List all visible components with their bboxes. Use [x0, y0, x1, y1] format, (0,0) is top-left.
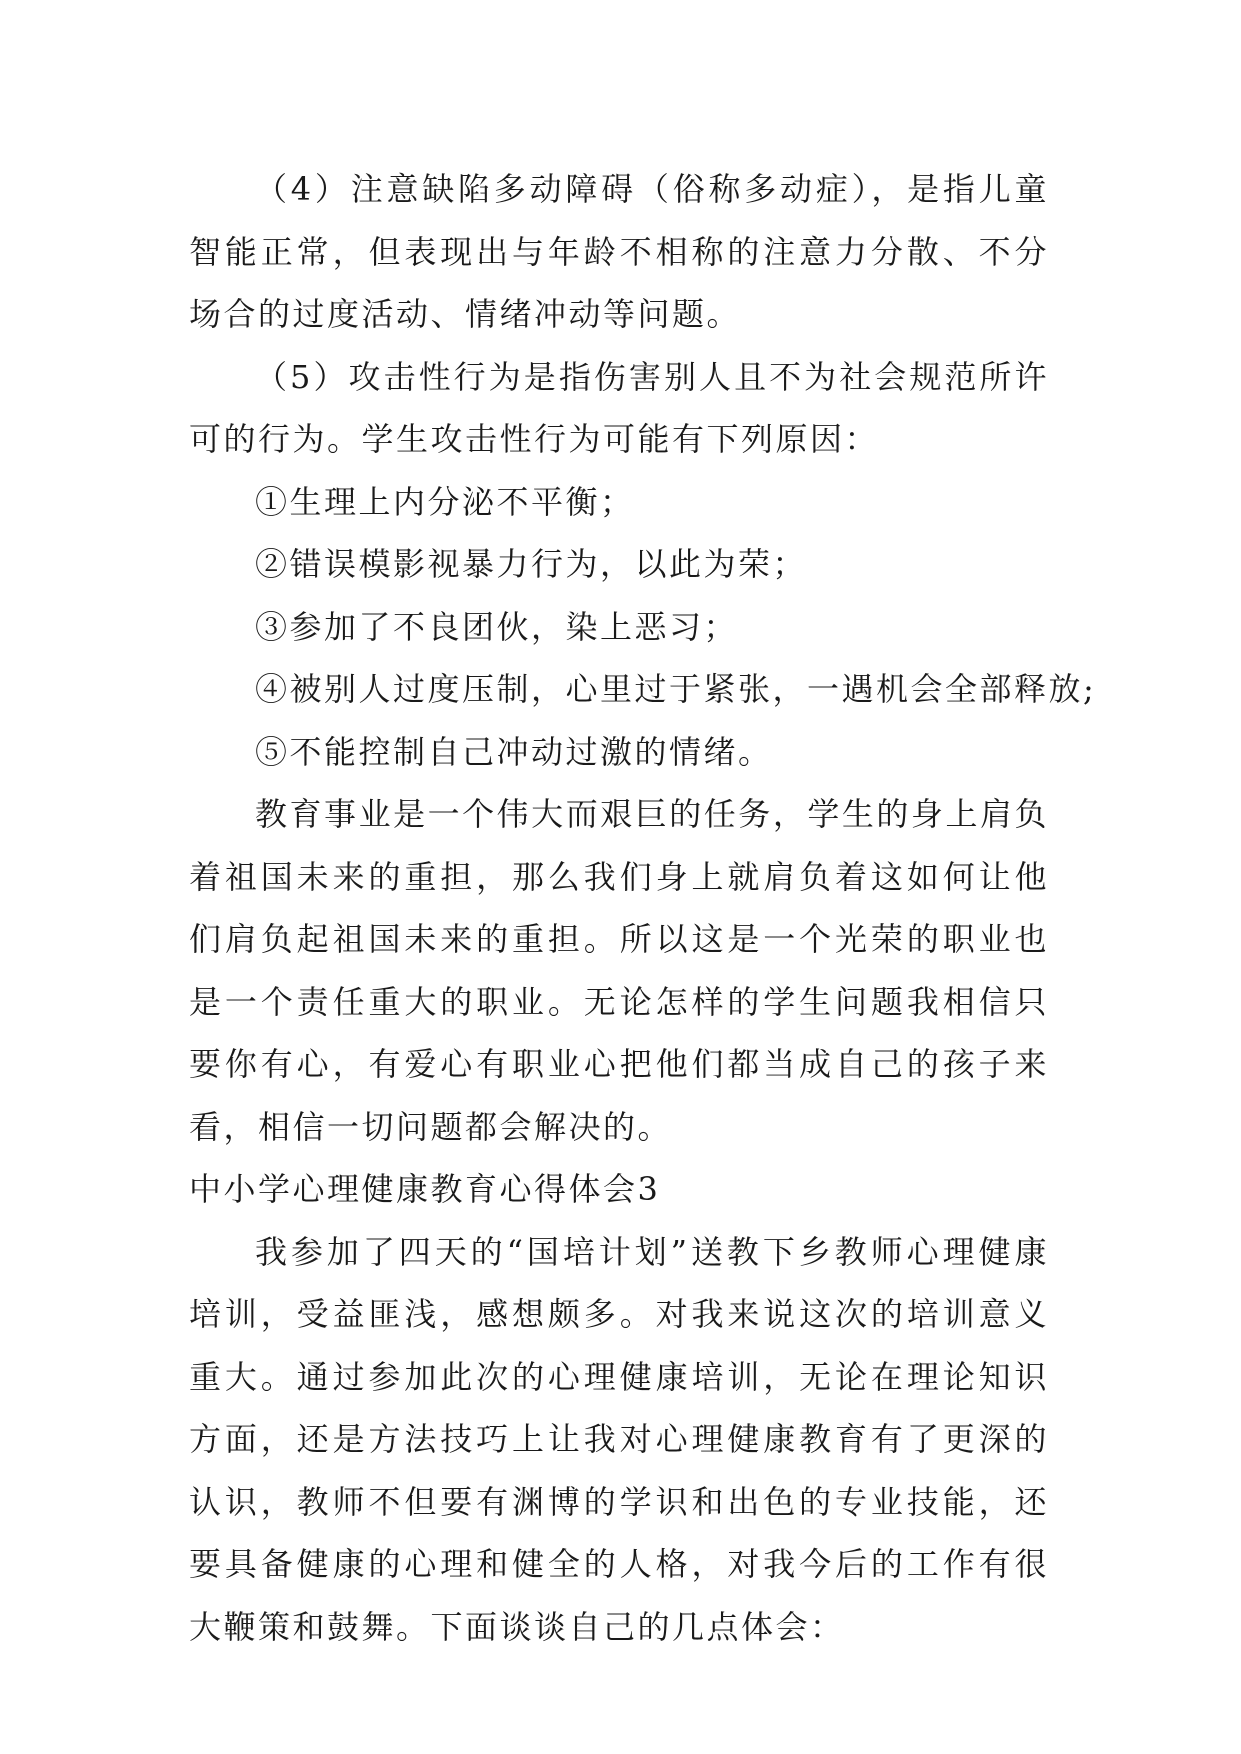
paragraph-education-mission: 教育事业是一个伟大而艰巨的任务，学生的身上肩负着祖国未来的重担，那么我们身上就肩负着这如何让他们肩负起祖国未来的重担。所以这是一个光荣的职业也是一个责任重大的职业。无论怎样的学生问题我相信只要你有心，有爱心有职业心把他们都当成自己的孩子来看，相信一切问题都会解决的。	[189, 795, 1049, 1146]
document-body	[189, 158, 1097, 1658]
section-heading: 中小学心理健康教育心得体会3	[189, 1170, 661, 1208]
cause-item-5: ⑤不能控制自己冲动过激的情绪。	[255, 732, 773, 771]
paragraph-aggressive-behavior: （5）攻击性行为是指伤害别人且不为社会规范所许可的行为。学生攻击性行为可能有下列原因：	[189, 357, 1049, 458]
cause-item-3: ③参加了不良团伙，染上恶习；	[255, 607, 739, 646]
paragraph-adhd: （4）注意缺陷多动障碍（俗称多动症），是指儿童智能正常，但表现出与年龄不相称的注意力分散、不分场合的过度活动、情绪冲动等问题。	[189, 170, 1049, 333]
cause-item-2: ②错误模影视暴力行为，以此为荣；	[255, 545, 808, 583]
paragraph-training-reflection: 我参加了四天的“国培计划”送教下乡教师心理健康培训，受益匪浅，感想颇多。对我来说这次的培训意义重大。通过参加此次的心理健康培训，无论在理论知识方面，还是方法技巧上让我对心理健康教育有了更深的认识，教师不但要有渊博的学识和出色的专业技能，还要具备健康的心理和健全的人格，对我今后的工作有很大鞭策和鼓舞。下面谈谈自己的几点体会：	[189, 1232, 1049, 1646]
cause-item-4: ④被别人过度压制，心里过于紧张，一遇机会全部释放;	[255, 670, 1097, 708]
cause-item-1: ①生理上内分泌不平衡；	[255, 482, 635, 521]
